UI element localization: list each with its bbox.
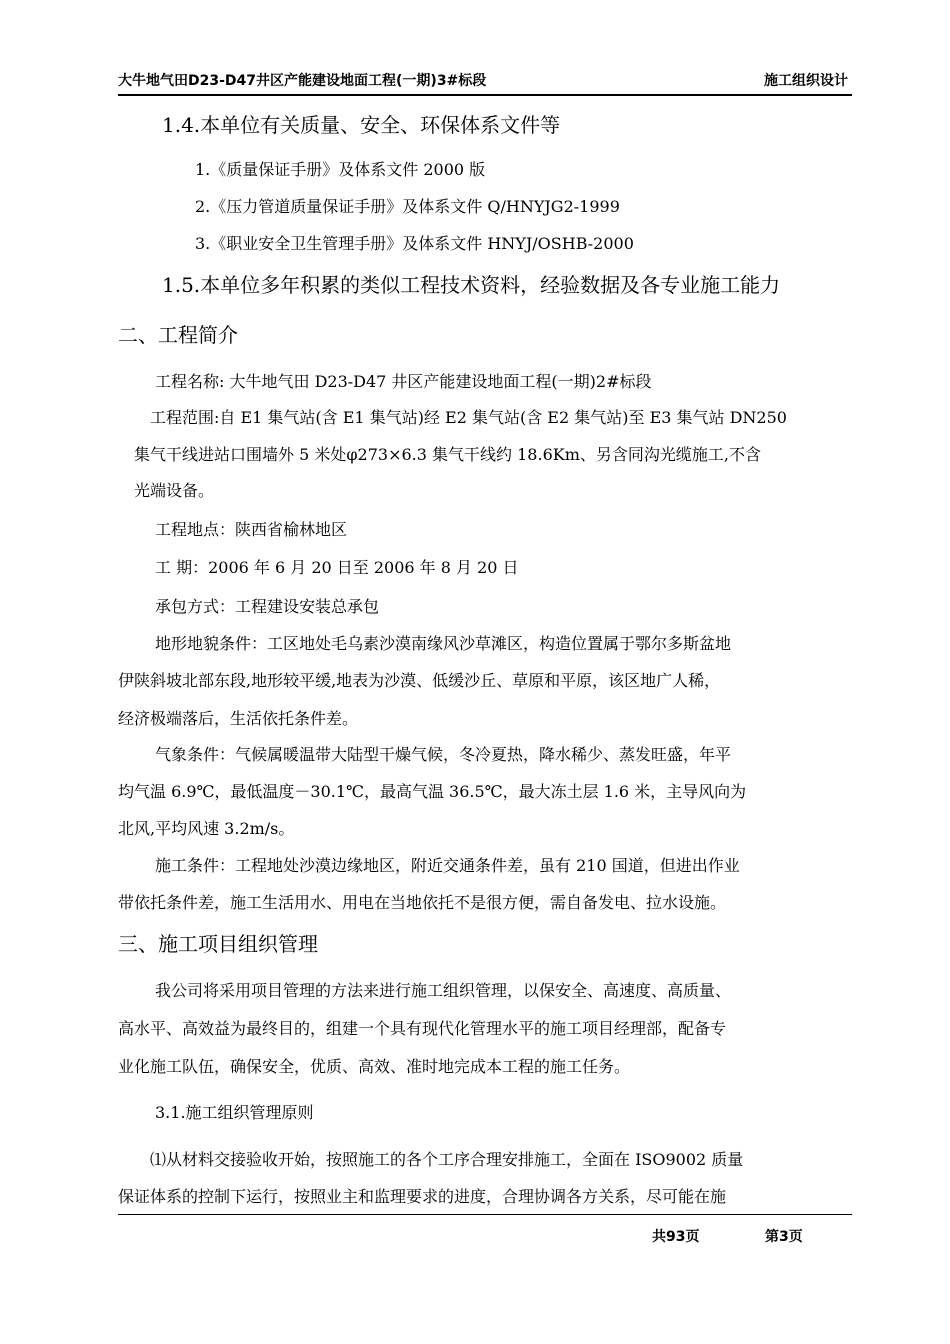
section-3-intro-line: 我公司将采用项目管理的方法来进行施工组织管理，以保安全、高速度、高质量、 bbox=[155, 981, 732, 1000]
principle-line: 保证体系的控制下运行，按照业主和监理要求的进度，合理协调各方关系，尽可能在施 bbox=[118, 1187, 727, 1206]
section-3-intro-line: 业化施工队伍，确保安全，优质、高效、准时地完成本工程的施工任务。 bbox=[118, 1057, 631, 1076]
principle-line: ⑴从材料交接验收开始，按照施工的各个工序合理安排施工，全面在 ISO9002 质量 bbox=[150, 1150, 744, 1169]
climate-line: 气象条件：气候属暖温带大陆型干燥气候，冬冷夏热，降水稀少、蒸发旺盛，年平 bbox=[155, 745, 732, 764]
list-item: 2.《压力管道质量保证手册》及体系文件 Q/HNYJG2-1999 bbox=[195, 197, 620, 216]
header-project-title: 大牛地气田D23-D47井区产能建设地面工程(一期)3#标段 bbox=[118, 73, 487, 89]
section-3-intro-line: 高水平、高效益为最终目的，组建一个具有现代化管理水平的施工项目经理部，配备专 bbox=[118, 1019, 727, 1038]
list-item: 1.《质量保证手册》及体系文件 2000 版 bbox=[195, 160, 486, 179]
terrain-line: 经济极端落后，生活依托条件差。 bbox=[118, 709, 359, 728]
footer-page-number: 第3页 bbox=[765, 1229, 803, 1245]
section-2-heading: 二、工程简介 bbox=[118, 323, 238, 347]
project-name: 工程名称: 大牛地气田 D23-D47 井区产能建设地面工程(一期)2#标段 bbox=[155, 372, 652, 391]
section-1-5-heading: 1.5.本单位多年积累的类似工程技术资料，经验数据及各专业施工能力 bbox=[162, 273, 781, 297]
construction-condition-line: 施工条件：工程地处沙漠边缘地区，附近交通条件差，虽有 210 国道，但进出作业 bbox=[155, 856, 740, 875]
header-doc-type: 施工组织设计 bbox=[764, 73, 848, 89]
construction-condition-line: 带依托条件差，施工生活用水、用电在当地依托不是很方便，需自备发电、拉水设施。 bbox=[118, 893, 727, 912]
project-location: 工程地点：陕西省榆林地区 bbox=[155, 520, 348, 539]
project-period: 工 期：2006 年 6 月 20 日至 2006 年 8 月 20 日 bbox=[155, 558, 519, 577]
climate-line: 均气温 6.9℃，最低温度－30.1℃，最高气温 36.5℃，最大冻土层 1.6 米，主导风向为 bbox=[118, 782, 747, 801]
footer-total-pages: 共93页 bbox=[652, 1229, 700, 1245]
section-1-4-heading: 1.4.本单位有关质量、安全、环保体系文件等 bbox=[162, 113, 561, 137]
page-header bbox=[118, 66, 852, 96]
list-item: 3.《职业安全卫生管理手册》及体系文件 HNYJ/OSHB-2000 bbox=[195, 234, 634, 253]
terrain-line: 地形地貌条件：工区地处毛乌素沙漠南缘风沙草滩区，构造位置属于鄂尔多斯盆地 bbox=[155, 634, 732, 653]
section-3-1-heading: 3.1.施工组织管理原则 bbox=[155, 1103, 314, 1122]
project-scope-line: 集气干线进站口围墙外 5 米处φ273×6.3 集气干线约 18.6Km、另含同沟光缆施工,不含 bbox=[134, 445, 761, 464]
project-scope-line: 工程范围:自 E1 集气站(含 E1 集气站)经 E2 集气站(含 E2 集气站)至 E3 集气站 DN250 bbox=[150, 408, 787, 427]
footer-rule bbox=[118, 1214, 852, 1215]
contract-mode: 承包方式：工程建设安装总承包 bbox=[155, 597, 380, 616]
project-scope-line: 光端设备。 bbox=[134, 481, 215, 500]
climate-line: 北风,平均风速 3.2m/s。 bbox=[118, 819, 295, 838]
section-3-heading: 三、施工项目组织管理 bbox=[118, 932, 318, 956]
terrain-line: 伊陕斜坡北部东段,地形较平缓,地表为沙漠、低缓沙丘、草原和平原，该区地广人稀， bbox=[118, 671, 721, 690]
